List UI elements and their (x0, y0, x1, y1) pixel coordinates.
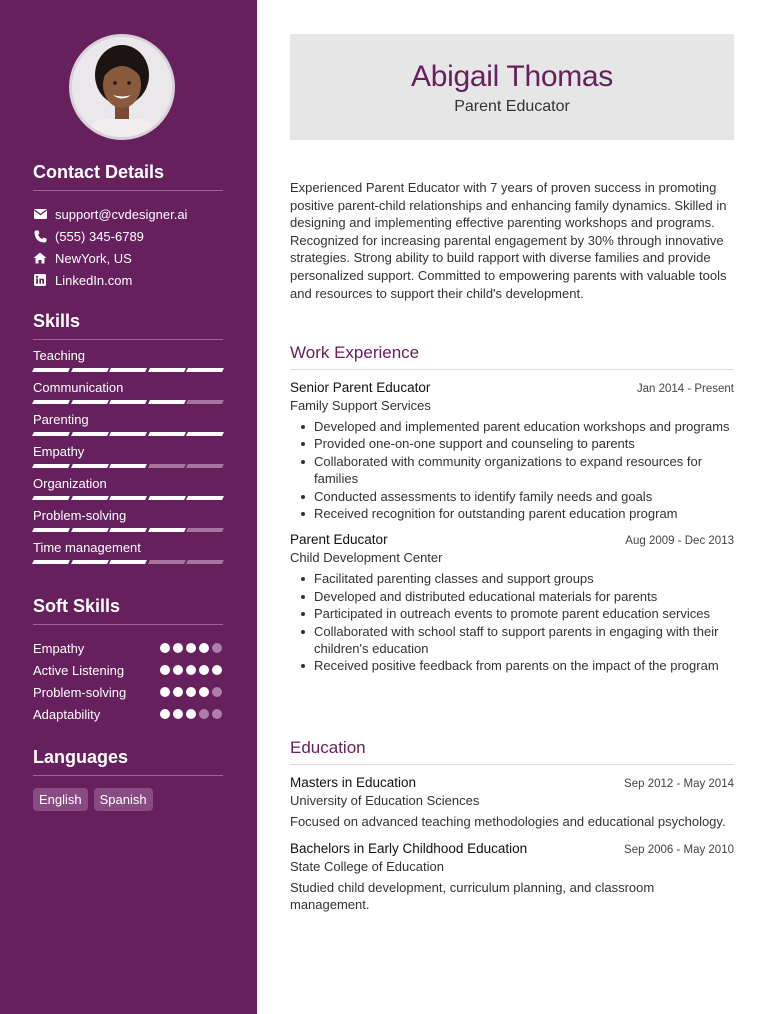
skill-level-segment (109, 560, 146, 564)
skill-level-bar (33, 368, 223, 372)
rating-dot (212, 665, 222, 675)
skill-level-segment (148, 368, 185, 372)
soft-skills-heading: Soft Skills (33, 596, 223, 625)
skill-level-bar (33, 496, 223, 500)
contact-linkedin-text: LinkedIn.com (55, 272, 133, 288)
linkedin-icon (33, 273, 47, 287)
experience-heading: Work Experience (290, 343, 734, 370)
rating-dot (186, 643, 196, 653)
rating-dot (186, 665, 196, 675)
soft-skill-rating (160, 643, 222, 653)
soft-skill-rating (160, 709, 222, 719)
job-bullet: Collaborated with community organizations to expand resources for families (290, 453, 734, 488)
skills-section (33, 311, 223, 564)
skill-level-segment (32, 496, 69, 500)
skill-level-bar (33, 560, 223, 564)
contact-linkedin[interactable] (33, 269, 223, 291)
contact-heading: Contact Details (33, 162, 223, 191)
education-school: State College of Education (290, 858, 444, 874)
contact-email[interactable] (33, 203, 223, 225)
skill-level-segment (32, 400, 69, 404)
soft-skill-name: Empathy (33, 640, 85, 656)
soft-skill-item (33, 703, 223, 725)
job-date: Jan 2014 - Present (636, 383, 734, 395)
rating-dot (199, 709, 209, 719)
rating-dot (199, 665, 209, 675)
job-entry (290, 380, 734, 522)
skill-name: Organization (33, 476, 107, 491)
contact-phone-text: (555) 345-6789 (55, 228, 144, 244)
skill-level-segment (148, 400, 185, 404)
job-date: Aug 2009 - Dec 2013 (625, 535, 734, 548)
job-entry (290, 532, 734, 674)
education-description: Studied child development, curriculum planning, and classroom management. (290, 879, 655, 913)
job-title: Senior Parent Educator (290, 380, 431, 395)
skill-level-segment (109, 528, 146, 532)
education-description: Focused on advanced teaching methodologies and educational psychology. (290, 814, 726, 829)
education-heading: Education (290, 738, 734, 765)
job-bullet: Received positive feedback from parents on the impact of the program (290, 657, 734, 674)
education-entry (290, 775, 734, 831)
skill-level-segment (148, 464, 185, 468)
rating-dot (212, 643, 222, 653)
job-bullet: Received recognition for outstanding parent education program (290, 505, 734, 522)
skills-heading: Skills (33, 311, 223, 340)
soft-skill-item (33, 681, 223, 703)
job-organization: Family Support Services (290, 398, 431, 413)
rating-dot (199, 643, 209, 653)
skill-level-segment (186, 432, 223, 436)
languages-section (33, 747, 223, 811)
skill-level-segment (32, 528, 69, 532)
skill-level-segment (71, 496, 108, 500)
soft-skill-name: Adaptability (33, 706, 101, 722)
skill-level-segment (186, 528, 223, 532)
soft-skill-rating (160, 687, 222, 697)
candidate-role: Parent Educator (454, 98, 570, 115)
job-bullet: Provided one-on-one support and counseling to parents (290, 435, 734, 452)
contact-email-text: support@cvdesigner.ai (55, 206, 188, 222)
skill-name: Empathy (33, 444, 85, 459)
job-bullets (290, 570, 734, 674)
rating-dot (186, 687, 196, 697)
skill-level-bar (33, 400, 223, 404)
rating-dot (173, 687, 183, 697)
skill-level-segment (148, 528, 185, 532)
education-header (290, 775, 734, 790)
header (290, 34, 734, 140)
soft-skill-rating (160, 665, 222, 675)
skill-level-segment (71, 368, 108, 372)
skill-level-segment (32, 560, 69, 564)
skill-item (33, 539, 223, 564)
education-section (290, 738, 734, 914)
skill-level-segment (71, 560, 108, 564)
education-date: Sep 2012 - May 2014 (624, 778, 734, 790)
skill-level-segment (32, 464, 69, 468)
skill-level-bar (33, 528, 223, 532)
job-header (290, 532, 734, 547)
skill-level-bar (33, 464, 223, 468)
education-entry (290, 841, 734, 914)
job-bullet: Developed and distributed educational materials for parents (290, 588, 734, 605)
skill-level-segment (186, 464, 223, 468)
skill-level-segment (32, 368, 69, 372)
experience-section (290, 343, 734, 675)
rating-dot (212, 709, 222, 719)
contact-location-text: NewYork, US (55, 250, 132, 266)
job-bullet: Participated in outreach events to promote parent education services (290, 605, 734, 622)
education-date: Sep 2006 - May 2010 (624, 843, 734, 856)
skill-name: Communication (33, 380, 124, 395)
skill-level-segment (71, 464, 108, 468)
skill-level-segment (148, 560, 185, 564)
rating-dot (160, 709, 170, 719)
rating-dot (160, 687, 170, 697)
candidate-name: Abigail Thomas (410, 60, 614, 93)
rating-dot (160, 643, 170, 653)
phone-icon (33, 229, 47, 243)
skill-level-segment (109, 400, 146, 404)
skill-level-segment (186, 496, 223, 500)
skill-level-segment (71, 528, 108, 532)
rating-dot (160, 665, 170, 675)
rating-dot (199, 687, 209, 697)
summary: Experienced Parent Educator with 7 years of proven success in promoting positive parent-child relationships and enhancing family dynamics. Skilled in designing and implementing effective parenting workshops and programs. Recognized for increasing parental engagement by 30% through innovative strategies. Strong ability to build rapport with diverse families and provide personalized support. Committed to empowering parents with valuable tools and resources to support their child's development. (290, 180, 727, 301)
skill-item (33, 411, 223, 436)
skill-name: Teaching (33, 348, 86, 363)
rating-dot (173, 665, 183, 675)
skill-name: Time management (33, 540, 141, 555)
profile-photo (69, 34, 175, 140)
contact-location (33, 247, 223, 269)
job-bullet: Facilitated parenting classes and support groups (290, 570, 734, 587)
skill-level-segment (109, 496, 146, 500)
skill-level-segment (71, 432, 108, 436)
skill-item (33, 507, 223, 532)
skill-name: Problem-solving (33, 508, 127, 523)
skill-level-segment (186, 400, 223, 404)
soft-skills-section (33, 596, 223, 725)
language-chip: Spanish (94, 788, 153, 811)
skill-level-segment (148, 496, 185, 500)
education-degree: Bachelors in Early Childhood Education (290, 840, 528, 856)
soft-skill-item (33, 637, 223, 659)
skill-item (33, 379, 223, 404)
education-degree: Masters in Education (290, 775, 417, 790)
skill-level-segment (109, 432, 146, 436)
soft-skill-name: Problem-solving (33, 684, 127, 700)
skill-item (33, 347, 223, 372)
skill-level-bar (33, 432, 223, 436)
sidebar (0, 0, 257, 1014)
rating-dot (173, 643, 183, 653)
education-school: University of Education Sciences (290, 793, 480, 808)
language-chip: English (33, 788, 88, 811)
soft-skill-name: Active Listening (33, 662, 125, 678)
job-organization: Child Development Center (290, 550, 443, 566)
skill-name: Parenting (33, 412, 89, 427)
skill-level-segment (109, 464, 146, 468)
skill-item (33, 475, 223, 500)
skill-level-segment (148, 432, 185, 436)
rating-dot (212, 687, 222, 697)
job-bullet: Conducted assessments to identify family needs and goals (290, 488, 734, 505)
soft-skill-item (33, 659, 223, 681)
skill-item (33, 443, 223, 468)
job-bullet: Developed and implemented parent education workshops and programs (290, 418, 734, 435)
job-title: Parent Educator (290, 532, 388, 548)
skill-level-segment (186, 560, 223, 564)
skill-level-segment (71, 400, 108, 404)
skill-level-segment (32, 432, 69, 436)
envelope-icon (33, 207, 47, 221)
job-bullets (290, 418, 734, 522)
contact-section (33, 162, 223, 291)
skill-level-segment (186, 368, 223, 372)
education-header (290, 841, 734, 856)
contact-phone[interactable] (33, 225, 223, 247)
home-icon (33, 251, 47, 265)
rating-dot (186, 709, 196, 719)
job-bullet: Collaborated with school staff to support parents in engaging with their children's education (290, 623, 734, 658)
rating-dot (173, 709, 183, 719)
skill-level-segment (109, 368, 146, 372)
job-header (290, 380, 734, 395)
languages-heading: Languages (33, 747, 223, 776)
